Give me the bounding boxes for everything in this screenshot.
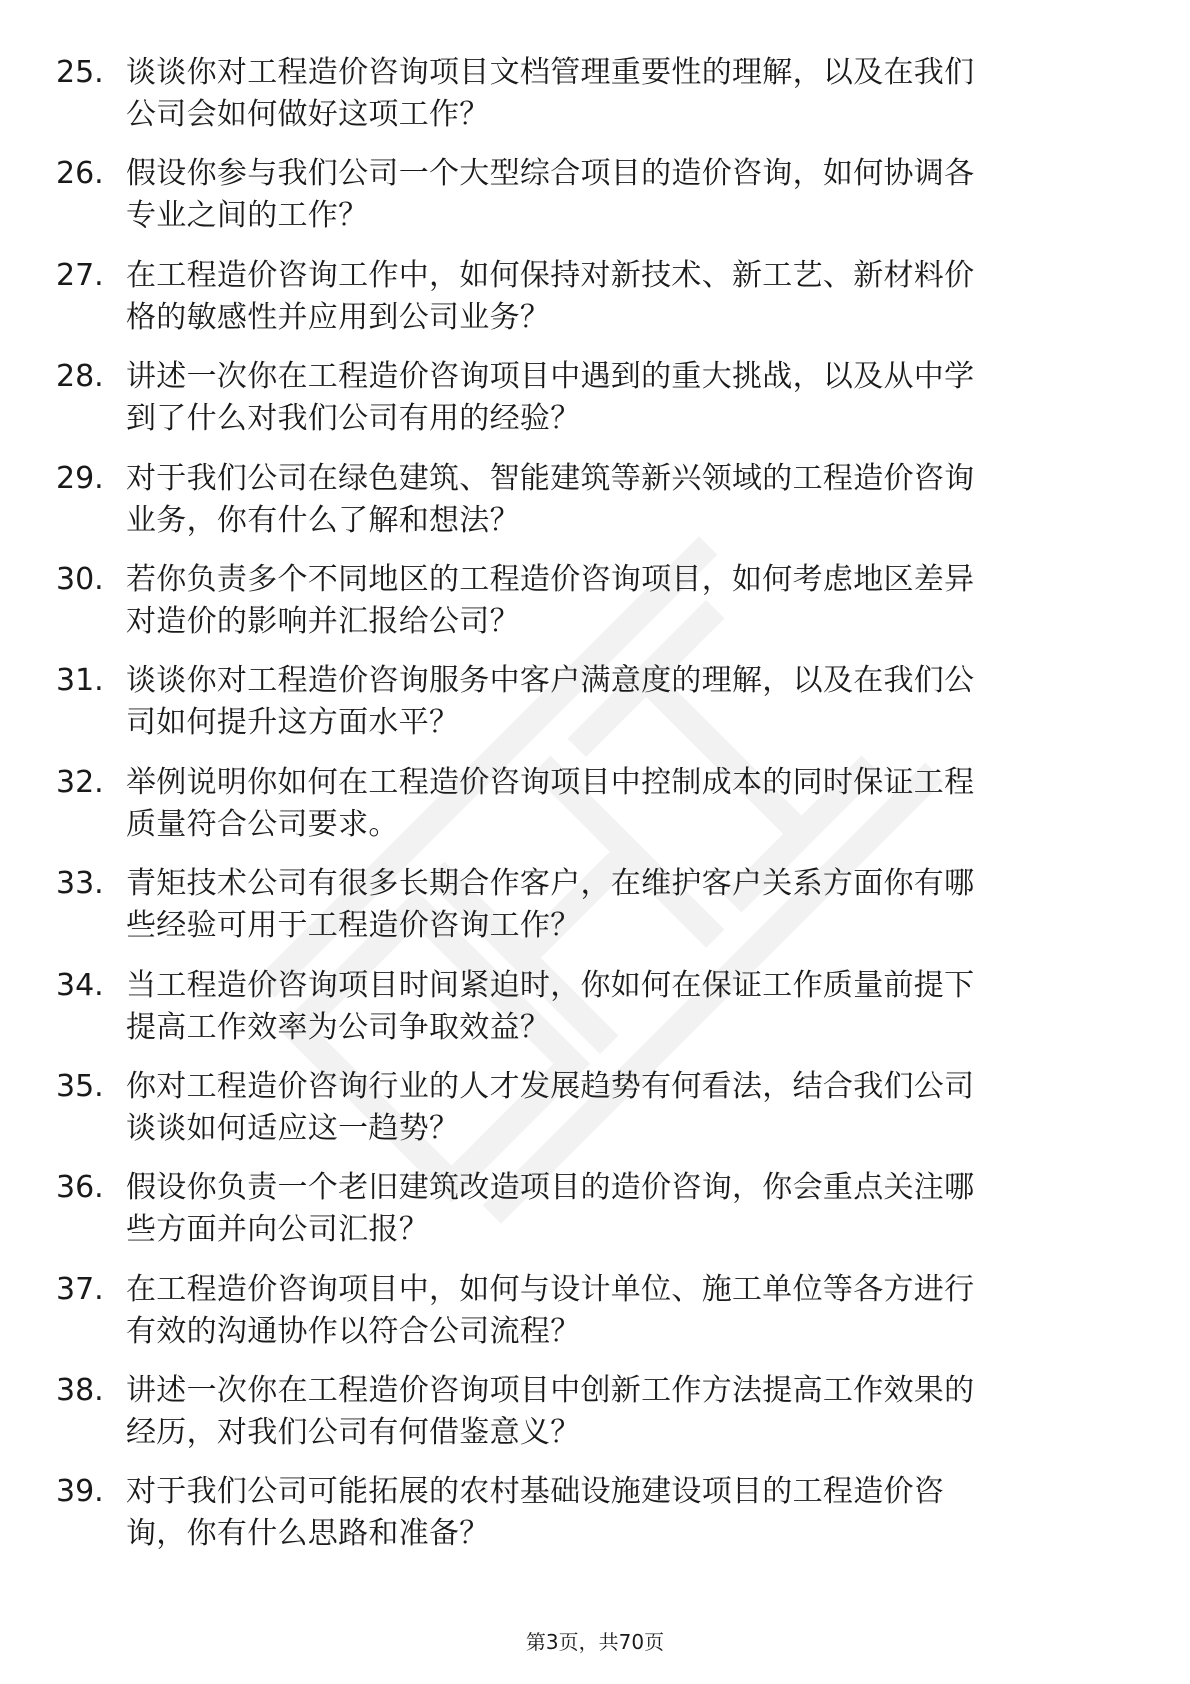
question-text-line: 些方面并向公司汇报？: [126, 1212, 429, 1248]
question-text-line: 业务，你有什么了解和想法？: [126, 502, 520, 538]
question-item: [0, 1167, 1190, 1268]
question-item: [0, 660, 1190, 761]
question-text: [126, 965, 1126, 1049]
question-number: 29.: [56, 460, 104, 496]
question-number: 33.: [56, 866, 104, 902]
question-text-line: 对于我们公司可能拓展的农村基础设施建设项目的工程造价咨: [126, 1474, 945, 1510]
question-number: 31.: [56, 663, 104, 699]
question-text-line: 对于我们公司在绿色建筑、智能建筑等新兴领域的工程造价咨询: [126, 460, 975, 496]
question-text-line: 专业之间的工作？: [126, 198, 369, 234]
question-text-line: 假设你参与我们公司一个大型综合项目的造价咨询，如何协调各: [126, 156, 975, 192]
question-number: 36.: [56, 1170, 104, 1206]
question-item: [0, 356, 1190, 457]
page-footer: 第3页，共70页: [525, 1630, 665, 1654]
question-number: 30.: [56, 561, 104, 597]
question-text-line: 司如何提升这方面水平？: [126, 705, 460, 741]
question-text-line: 经历，对我们公司有何借鉴意义？: [126, 1415, 581, 1451]
question-text: [126, 1269, 1126, 1353]
question-number: 26.: [56, 156, 104, 192]
question-text: [126, 1167, 1126, 1251]
question-item: [0, 1066, 1190, 1167]
question-text-line: 对造价的影响并汇报给公司？: [126, 603, 520, 639]
question-item: [0, 1269, 1190, 1370]
question-text: [126, 1471, 1126, 1555]
question-text: [126, 356, 1126, 440]
question-text-line: 若你负责多个不同地区的工程造价咨询项目，如何考虑地区差异: [126, 561, 975, 597]
question-text-line: 在工程造价咨询项目中，如何与设计单位、施工单位等各方进行: [126, 1271, 975, 1307]
question-text: [126, 660, 1126, 744]
question-text-line: 到了什么对我们公司有用的经验？: [126, 401, 581, 437]
question-text-line: 格的敏感性并应用到公司业务？: [126, 299, 551, 335]
question-text: [126, 559, 1126, 643]
question-text-line: 举例说明你如何在工程造价咨询项目中控制成本的同时保证工程: [126, 764, 975, 800]
question-text: [126, 153, 1126, 237]
question-text-line: 公司会如何做好这项工作？: [126, 97, 490, 132]
question-item: [0, 965, 1190, 1066]
question-number: 38.: [56, 1373, 104, 1409]
question-text-line: 提高工作效率为公司争取效益？: [126, 1009, 551, 1045]
question-text-line: 讲述一次你在工程造价咨询项目中遇到的重大挑战，以及从中学: [126, 359, 975, 395]
question-text-line: 有效的沟通协作以符合公司流程？: [126, 1313, 581, 1349]
question-text-line: 些经验可用于工程造价咨询工作？: [126, 908, 581, 944]
question-item: [0, 52, 1190, 153]
question-item: [0, 559, 1190, 660]
question-item: [0, 458, 1190, 559]
question-text-line: 在工程造价咨询工作中，如何保持对新技术、新工艺、新材料价: [126, 257, 975, 293]
question-text: [126, 863, 1126, 947]
question-text-line: 谈谈你对工程造价咨询项目文档管理重要性的理解，以及在我们: [126, 55, 975, 90]
question-text: [126, 762, 1126, 846]
question-text-line: 谈谈你对工程造价咨询服务中客户满意度的理解，以及在我们公: [126, 663, 975, 699]
question-item: [0, 255, 1190, 356]
question-item: [0, 153, 1190, 254]
question-text: [126, 1370, 1126, 1454]
question-text-line: 质量符合公司要求。: [126, 806, 399, 842]
question-item: [0, 762, 1190, 863]
question-text-line: 假设你负责一个老旧建筑改造项目的造价咨询，你会重点关注哪: [126, 1170, 975, 1206]
question-number: 28.: [56, 359, 104, 395]
question-number: 37.: [56, 1271, 104, 1307]
question-number: 39.: [56, 1474, 104, 1510]
question-text-line: 当工程造价咨询项目时间紧迫时，你如何在保证工作质量前提下: [126, 967, 975, 1003]
question-number: 32.: [56, 764, 104, 800]
question-list: [0, 52, 1190, 1573]
question-text: [126, 255, 1126, 339]
question-item: [0, 1471, 1190, 1572]
question-item: [0, 863, 1190, 964]
question-text-line: 青矩技术公司有很多长期合作客户，在维护客户关系方面你有哪: [126, 866, 975, 902]
question-number: 34.: [56, 967, 104, 1003]
question-text-line: 询，你有什么思路和准备？: [126, 1516, 490, 1552]
question-text: [126, 458, 1126, 542]
question-text-line: 讲述一次你在工程造价咨询项目中创新工作方法提高工作效果的: [126, 1373, 975, 1409]
question-text: [126, 52, 1126, 136]
question-text: [126, 1066, 1126, 1150]
question-number: 35.: [56, 1068, 104, 1104]
question-text-line: 谈谈如何适应这一趋势？: [126, 1110, 460, 1146]
question-item: [0, 1370, 1190, 1471]
question-number: 25.: [56, 55, 104, 90]
question-text-line: 你对工程造价咨询行业的人才发展趋势有何看法，结合我们公司: [126, 1068, 975, 1104]
question-number: 27.: [56, 257, 104, 293]
